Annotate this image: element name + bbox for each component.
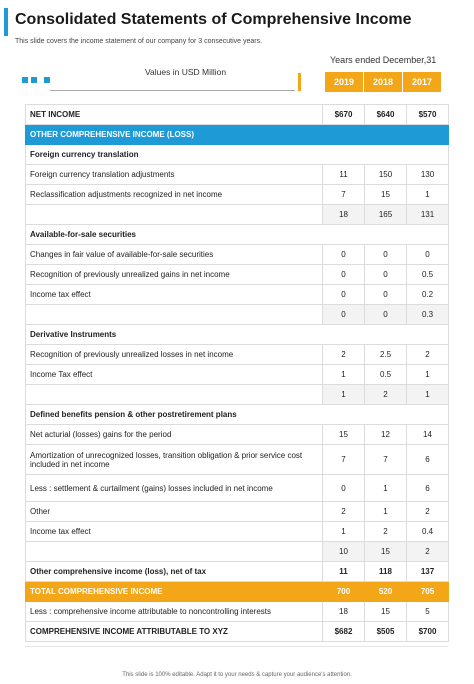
subtotal-cell: 0 (323, 305, 365, 325)
row-label: Changes in fair value of available-for-sale securities (26, 245, 323, 265)
table-row-total (26, 582, 449, 602)
value-cell: 2 (323, 345, 365, 365)
decorative-squares (22, 77, 50, 83)
subtotal-cell: 2 (365, 385, 407, 405)
value-cell: 15 (365, 185, 407, 205)
header-divider (50, 90, 295, 91)
value-cell: 0.4 (407, 522, 449, 542)
table-row-section (26, 405, 449, 425)
value-cell: 150 (365, 165, 407, 185)
table-row-xyz (26, 622, 449, 642)
row-label: Income Tax effect (26, 365, 323, 385)
section-label: Derivative Instruments (26, 325, 449, 345)
value-cell: 1 (323, 365, 365, 385)
table-row (26, 365, 449, 385)
table-row (26, 165, 449, 185)
value-cell: $682 (323, 622, 365, 642)
section-label: Defined benefits pension & other postretirement plans (26, 405, 449, 425)
value-cell: 2 (365, 522, 407, 542)
value-cell: 520 (365, 582, 407, 602)
table-row (26, 245, 449, 265)
row-label: COMPREHENSIVE INCOME ATTRIBUTABLE TO XYZ (26, 622, 323, 642)
square-icon (22, 77, 28, 83)
value-cell: 5 (407, 602, 449, 622)
value-cell: 18 (323, 602, 365, 622)
row-label: Income tax effect (26, 285, 323, 305)
row-label: Recognition of previously unrealized losses in net income (26, 345, 323, 365)
value-cell: 118 (365, 562, 407, 582)
row-label: Less : settlement & curtailment (gains) losses included in net income (26, 475, 323, 502)
table-row-nci (26, 602, 449, 622)
row-label: Net acturial (losses) gains for the period (26, 425, 323, 445)
subtotal-cell: 10 (323, 542, 365, 562)
units-label: Values in USD Million (145, 67, 227, 77)
row-label: Reclassification adjustments recognized in net income (26, 185, 323, 205)
row-label: Foreign currency translation adjustments (26, 165, 323, 185)
income-statement-table (25, 104, 449, 642)
value-cell: 2 (407, 345, 449, 365)
row-label: TOTAL COMPREHENSIVE INCOME (26, 582, 323, 602)
value-cell: 0 (365, 245, 407, 265)
value-cell: 2 (407, 502, 449, 522)
subtotal-cell: 165 (365, 205, 407, 225)
table-row (26, 185, 449, 205)
row-label (26, 385, 323, 405)
value-cell: 15 (323, 425, 365, 445)
row-label: Less : comprehensive income attributable to noncontrolling interests (26, 602, 323, 622)
value-cell: 705 (407, 582, 449, 602)
table-row-oci-header (26, 125, 449, 145)
square-icon (31, 77, 37, 83)
value-cell: 2 (323, 502, 365, 522)
square-icon (44, 77, 50, 83)
row-label: Income tax effect (26, 522, 323, 542)
value-cell: $670 (323, 105, 365, 125)
value-cell: 7 (323, 445, 365, 475)
table-row-section (26, 325, 449, 345)
value-cell: 0.5 (407, 265, 449, 285)
value-cell: 1 (407, 185, 449, 205)
subtotal-cell: 2 (407, 542, 449, 562)
subtotal-cell: 131 (407, 205, 449, 225)
value-cell: 0 (323, 285, 365, 305)
value-cell: 2.5 (365, 345, 407, 365)
table-row-section (26, 145, 449, 165)
value-cell: 0 (323, 265, 365, 285)
value-cell: 7 (365, 445, 407, 475)
value-cell: 0.2 (407, 285, 449, 305)
title-accent-bar (4, 8, 8, 36)
value-cell: 12 (365, 425, 407, 445)
table-row (26, 445, 449, 475)
value-cell: $640 (365, 105, 407, 125)
table-row-section (26, 225, 449, 245)
value-cell: 1 (407, 365, 449, 385)
table-row (26, 475, 449, 502)
section-label: Available-for-sale securities (26, 225, 449, 245)
value-cell: $505 (365, 622, 407, 642)
row-label (26, 542, 323, 562)
subtotal-cell: 1 (407, 385, 449, 405)
table-row-subtotal (26, 542, 449, 562)
year-2019: 2019 (325, 72, 363, 92)
year-2017: 2017 (403, 72, 441, 92)
row-label: Other (26, 502, 323, 522)
row-label: NET INCOME (26, 105, 323, 125)
section-header: OTHER COMPREHENSIVE INCOME (LOSS) (26, 125, 449, 145)
table-row (26, 522, 449, 542)
table-row (26, 425, 449, 445)
value-cell: 6 (407, 475, 449, 502)
table-row (26, 502, 449, 522)
value-cell: 7 (323, 185, 365, 205)
year-header (325, 72, 441, 92)
value-cell: $700 (407, 622, 449, 642)
value-cell: 11 (323, 165, 365, 185)
subtotal-cell: 0.3 (407, 305, 449, 325)
table-row-subtotal (26, 305, 449, 325)
value-cell: 0 (407, 245, 449, 265)
value-cell: 130 (407, 165, 449, 185)
table-row (26, 265, 449, 285)
value-cell: 700 (323, 582, 365, 602)
value-cell: 0.5 (365, 365, 407, 385)
value-cell: 1 (365, 475, 407, 502)
row-label (26, 305, 323, 325)
table-row (26, 345, 449, 365)
subtotal-cell: 15 (365, 542, 407, 562)
footer-divider (25, 646, 448, 647)
value-cell: 0 (365, 285, 407, 305)
footer-note: This slide is 100% editable. Adapt it to your needs & capture your audience's attention. (122, 672, 352, 678)
value-cell: 15 (365, 602, 407, 622)
value-cell: 137 (407, 562, 449, 582)
row-label: Amortization of unrecognized losses, transition obligation & prior service cost included in net income (26, 445, 323, 475)
table-row (26, 285, 449, 305)
table-row-oci-net (26, 562, 449, 582)
page-title: Consolidated Statements of Comprehensive Income (15, 11, 412, 28)
subtotal-cell: 18 (323, 205, 365, 225)
row-label: Recognition of previously unrealized gains in net income (26, 265, 323, 285)
row-label (26, 205, 323, 225)
value-cell: 6 (407, 445, 449, 475)
row-label: Other comprehensive income (loss), net of tax (26, 562, 323, 582)
value-cell: $570 (407, 105, 449, 125)
value-cell: 1 (323, 522, 365, 542)
table-row-net-income (26, 105, 449, 125)
year-2018: 2018 (364, 72, 402, 92)
value-cell: 14 (407, 425, 449, 445)
table-row-subtotal (26, 385, 449, 405)
subtotal-cell: 0 (365, 305, 407, 325)
orange-marker (298, 73, 301, 91)
value-cell: 0 (323, 475, 365, 502)
years-ended-label: Years ended December,31 (330, 55, 437, 65)
page-subtitle: This slide covers the income statement of our company for 3 consecutive years. (15, 38, 263, 45)
subtotal-cell: 1 (323, 385, 365, 405)
table-row-subtotal (26, 205, 449, 225)
value-cell: 1 (365, 502, 407, 522)
value-cell: 0 (365, 265, 407, 285)
section-label: Foreign currency translation (26, 145, 449, 165)
value-cell: 11 (323, 562, 365, 582)
value-cell: 0 (323, 245, 365, 265)
